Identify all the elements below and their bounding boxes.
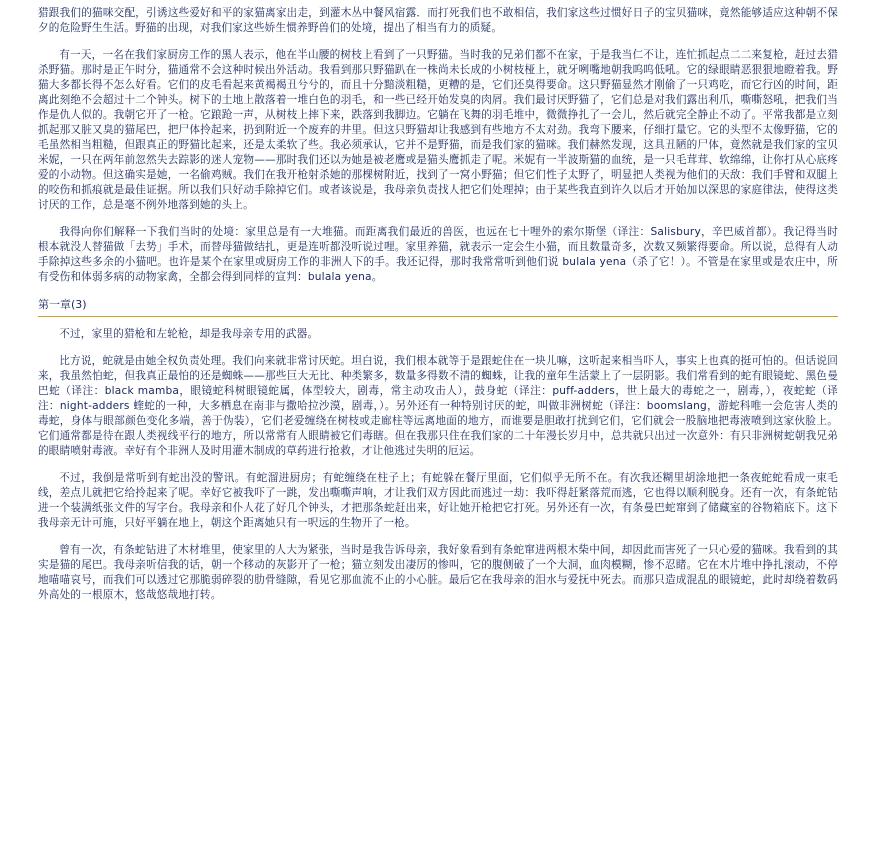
paragraph-7: 曾有一次，有条蛇钻进了木材堆里，使家里的人大为紧张，当时是我告诉母亲，我好象看到有条蛇窜进两根木柴中间，却因此而害死了一只心爱的猫咪。我看到的其实是猫的尾巴。我母亲听信我的话，朝一个移动的灰影开了一枪；猫立刻发出凄厉的惨叫，它的腹侧破了一个大洞，血肉模糊，惨不忍睹。它在木片堆中挣扎滚动，不停地喵喵哀号，而我们可以透过它那脆弱碎裂的肋骨缝隙，看见它那血流不止的小心脏。最后它在我母亲的泪水与爱抚中死去。而那只造成混乱的眼镜蛇，此时却绕着数码外高处的一根原木，悠哉悠哉地打转。	[38, 544, 838, 601]
chapter-heading: 第一章(3)	[38, 297, 838, 317]
document-page	[38, 6, 838, 615]
paragraph-2: 有一天，一名在我们家厨房工作的黑人表示，他在半山腰的树枝上看到了一只野猫。当时我的兄弟们都不在家，于是我当仁不让，连忙抓起点二二来复枪，赶过去猎杀野猫。那时是正午时分，猫通常不会这种时候出外活动。我看到那只野猫趴在一株尚未长成的小树枝桠上，就牙咧嘴地朝我呜呜低吼。它的绿眼睛恶狠狠地瞪着我。野猫大多都长得不怎么好看。它们的皮毛看起来黄褐褐丑兮兮的，而且十分黯淡粗糙，更糟的是，它们还臭得要命。这只野猫显然才刚偷了一只鸡吃，而它行凶的时间，距离此刻绝不会超过十二个钟头。树下的土地上散落着一堆白色的羽毛，和一些已经开始发臭的肉屑。我们最讨厌野猫了，它们总是对我们露出利爪，嘶嘶怒吼，把我们当作是仇人似的。我朝它开了一枪。它踉跄一声，从树枝上摔下来，跌落到我脚边。它躺在飞舞的羽毛堆中，微微挣扎了一会儿，然后就完全静止不动了。平常我都是立刻抓起那又脏又臭的猫尾巴，把尸体拎起来，扔到附近一个废弃的井里。但这只野猫却让我感到有些地方不太对劲。我弯下腰来，仔细打量它。它的头型不太像野猫，它的毛虽然相当粗糙，但跟真正的野猫比起来，还是太柔软了些。我必须承认，它并不是野猫，而是我们家的猫咪。我们赫然发现，这具丑陋的尸体，竟然就是我们家的宝贝米妮，一只在两年前忽然失去踪影的迷人宠物——那时我们还以为她是被老鹰或是猫头鹰抓走了呢。米妮有一半波斯猫的血统，是一只毛茸茸、软绵绵，让你打从心底疼爱的小动物。但这确实是她，一名偷鸡贼。我们在我开枪射杀她的那棵树附近，找到了一窝小野猫；但它们性子太野了，明显把人类视为他们的天敌：我们手臂和双腿上的咬伤和抓痕就是最佳证据。所以我们只好动手除掉它们。或者该说是，我母亲负责找人把它们处理掉；由于某些我直到许久以后才开始加以深思的家庭律法，使得这类讨厌的工作，总是毫不例外地落到她的头上。	[38, 49, 838, 211]
paragraph-1: 猎跟我们的猫咪交配，引诱这些爱好和平的家猫离家出走，到灌木丛中餐风宿露．而打死我们也不敢相信，我们家这些过惯好日子的宝贝猫咪，竟然能够适应这种朝不保夕的危险野生生活。野猫的出现，对我们家这些娇生惯养野兽们的处境，提出了相当有力的质疑。	[38, 7, 838, 34]
paragraph-6: 不过，我倒是常听到有蛇出没的警讯。有蛇溜进厨房；有蛇缠绕在柱子上；有蛇躲在餐厅里面，它们似乎无所不在。有次我还糊里胡涂地把一条夜蛇蛇看成一束毛线，差点儿就把它给拎起来了呢。幸好它被我吓了一跳，发出嘶嘶声响，才让我们双方因此而逃过一劫：我吓得赶紧落荒而逃，它也得以顺利脱身。还有一次，有条蛇钻进一个装满纸张文件的写字台。我母亲和仆人花了好几个钟头，才把那条蛇赶出来，好让她开枪把它打死。另外还有一次，有条曼巴蛇窜到了储藏室的谷物箱底下。这下我母亲无计可施，只好平躺在地上，朝这个距离她只有一呎远的生物开了一枪。	[38, 472, 838, 529]
paragraph-4: 不过，家里的猎枪和左轮枪，却是我母亲专用的武器。	[59, 328, 319, 340]
paragraph-5: 比方说，蛇就是由她全权负责处理。我们向来就非常讨厌蛇。坦白说，我们根本就等于是跟蛇住在一块儿嘛，这听起来相当吓人，事实上也真的挺可怕的。但话说回来，我虽然怕蛇，但我真正最怕的还是蜘蛛——那些巨大无比、种类繁多，数量多得数不清的蜘蛛，让我的童年生活蒙上了一层阴影。我们常看到的蛇有眼镜蛇、黑色曼巴蛇（译注：black mamba，眼镜蛇科树眼镜蛇属，体型较大，剧毒，常主动攻击人），鼓身蛇（译注：puff-adders，世上最大的毒蛇之一，剧毒，），夜蛇蛇（译注：night-adders 蝰蛇的一种，大多栖息在南非与撒哈拉沙漠，剧毒，）。另外还有一种特别讨厌的蛇，叫做非洲树蛇（译注：boomslang，游蛇科唯一会危害人类的毒蛇，身体与眼部颜色变化多端，善于伪装），它们老爱缠绕在树枝或走廊柱等远离地面的地方，而谁要是胆敢打扰到它们，它们就会一股脑地把毒液喷到这家伙脸上。它们通常都是待在跟人类视线平行的地方，所以常常有人眼睛被它们毒瞎。但在我那只住在我们家的二十年漫长岁月中，总共就只出过一次意外：有只非洲树蛇朝我兄弟的眼睛喷射毒液。幸好有个非洲人及时用灌木制成的草药进行抢救，才让他逃过失明的厄运。	[38, 355, 838, 457]
paragraph-3: 我得向你们解释一下我们当时的处境：家里总是有一大堆猫。而距离我们最近的兽医，也远在七十哩外的索尔斯堡（译注：Salisbury，辛巴威首都）。我记得当时根本就没人替猫做「去势」手术，而替母猫做结扎，更是连听都没听说过哩。家里养猫，就表示一定会生小猫，而且数量奇多，次数又频繁得要命。所以说，总得有人动手除掉这些多余的小猫吧。也许是某个在家里或厨房工作的非洲人下的手。我还记得，那时我常常听到他们说 bulala yena（杀了它！）。不管是在家里或是农庄中，所有受伤和体弱多病的动物家禽，全都会得到同样的宣判：bulala yena。	[38, 226, 838, 283]
divider-gap	[38, 317, 838, 327]
